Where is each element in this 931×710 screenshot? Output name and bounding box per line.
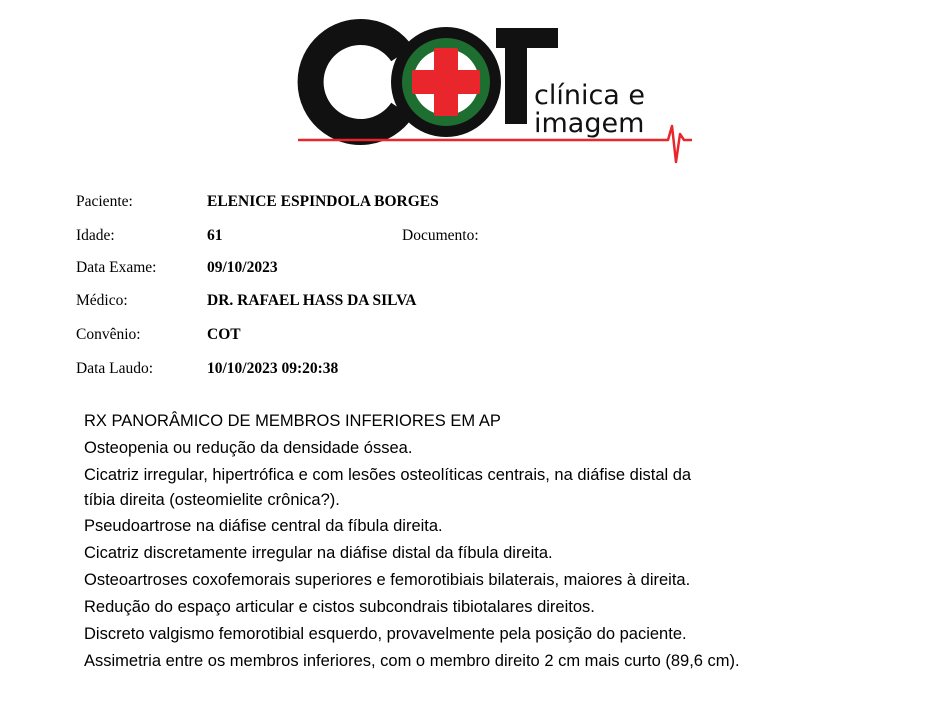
age-label: Idade: <box>76 227 115 244</box>
insurance-value: COT <box>207 326 241 343</box>
report-finding: Osteopenia ou redução da densidade óssea. <box>84 439 413 457</box>
report-title: RX PANORÂMICO DE MEMBROS INFERIORES EM AP <box>84 412 501 430</box>
report-finding: Cicatriz discretamente irregular na diáfise distal da fíbula direita. <box>84 544 553 562</box>
clinic-logo <box>296 14 696 166</box>
report-finding: tíbia direita (osteomielite crônica?). <box>84 491 340 509</box>
report-finding: Cicatriz irregular, hipertrófica e com lesões osteolíticas centrais, na diáfise distal da <box>84 466 692 484</box>
report-date-label: Data Laudo: <box>76 360 154 377</box>
exam-date-label: Data Exame: <box>76 259 157 276</box>
logo-tagline-clinica: clínica e <box>534 80 646 111</box>
report-finding: Osteoartroses coxofemorais superiores e femorotibiais bilaterais, maiores à direita. <box>84 571 691 589</box>
age-value: 61 <box>207 227 223 244</box>
doctor-value: DR. RAFAEL HASS DA SILVA <box>207 292 417 309</box>
exam-date-value: 09/10/2023 <box>207 259 278 276</box>
document-label: Documento: <box>402 227 479 244</box>
doctor-label: Médico: <box>76 292 128 309</box>
report-finding: Pseudoartrose na diáfise central da fíbula direita. <box>84 517 443 535</box>
report-date-value: 10/10/2023 09:20:38 <box>207 360 339 377</box>
report-finding: Assimetria entre os membros inferiores, com o membro direito 2 cm mais curto (89,6 cm). <box>84 652 740 670</box>
logo-tagline-imagem: imagem <box>534 108 645 139</box>
logo-letter-c <box>311 32 402 132</box>
report-finding: Discreto valgismo femorotibial esquerdo, provavelmente pela posição do paciente. <box>84 625 687 643</box>
patient-name-label: Paciente: <box>76 193 133 210</box>
patient-name-value: ELENICE ESPINDOLA BORGES <box>207 193 439 210</box>
insurance-label: Convênio: <box>76 326 141 343</box>
report-finding: Redução do espaço articular e cistos subcondrais tibiotalares direitos. <box>84 598 595 616</box>
